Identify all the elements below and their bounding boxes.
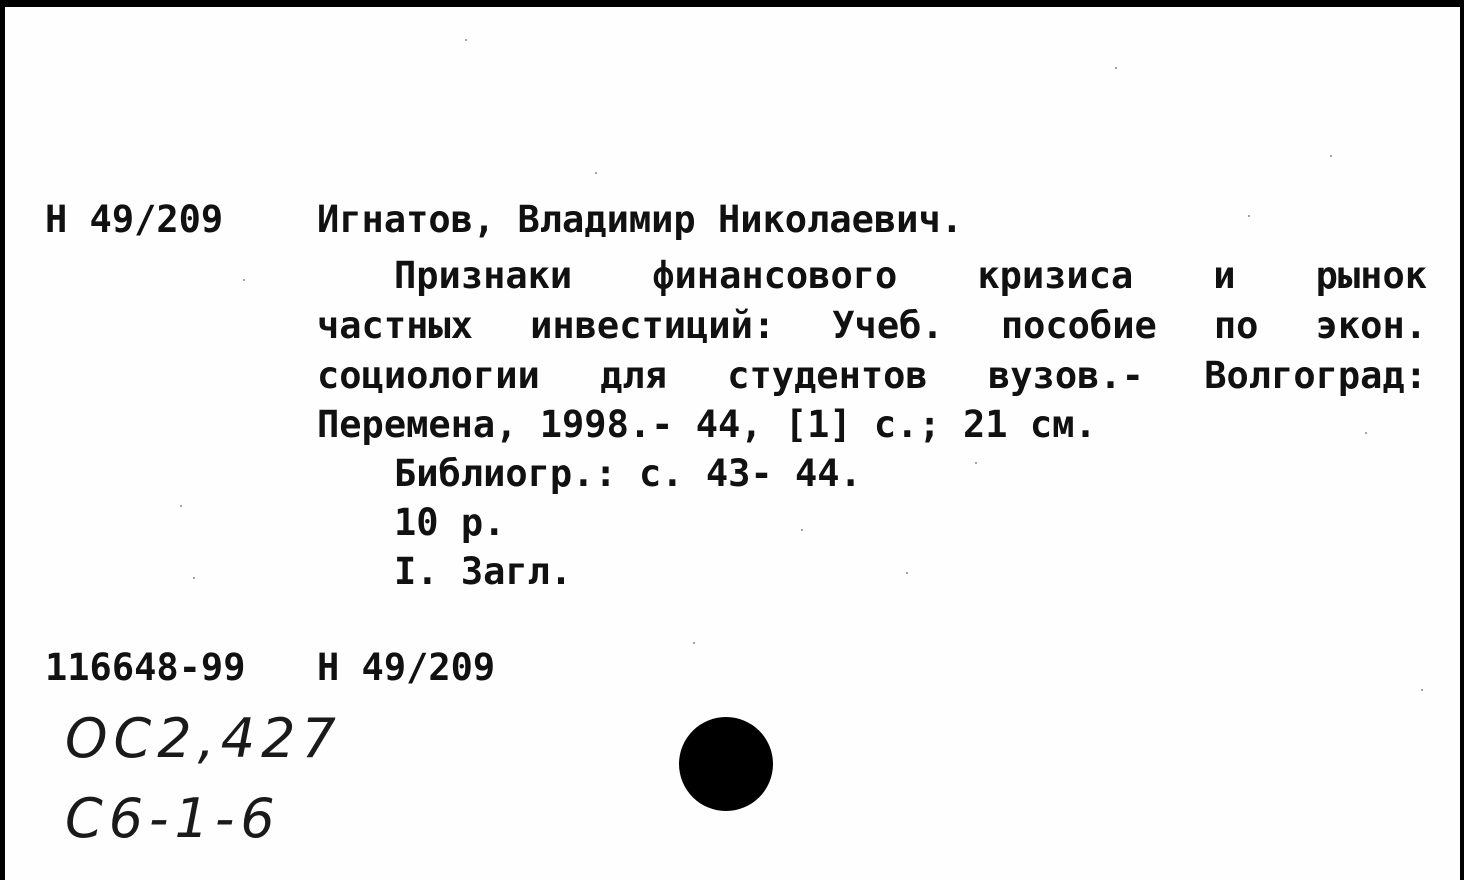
handwritten-cutter-number: С6-1-6	[65, 787, 281, 850]
scan-speck	[906, 572, 908, 574]
accession-number: 116648-99	[45, 646, 246, 689]
tracing: I. Загл.	[394, 550, 573, 593]
scan-speck	[1330, 155, 1332, 157]
scan-speck	[180, 505, 182, 507]
scan-speck	[595, 172, 597, 174]
shelf-mark-bottom: Н 49/209	[317, 646, 496, 689]
title-line-3: социологии для студентов вузов.- Волгоград:	[317, 354, 1427, 397]
scan-speck	[1115, 67, 1117, 69]
scan-speck	[1421, 689, 1423, 691]
scan-speck	[193, 577, 195, 579]
price: 10 р.	[394, 501, 506, 544]
scan-speck	[975, 462, 977, 464]
scan-speck	[801, 529, 803, 531]
author-heading: Игнатов, Владимир Николаевич.	[317, 198, 964, 241]
punch-hole	[679, 717, 773, 811]
shelf-mark: Н 49/209	[45, 198, 224, 241]
bibliography-note: Библиогр.: с. 43- 44.	[394, 452, 862, 495]
scan-speck	[693, 642, 695, 644]
scan-speck	[465, 39, 467, 41]
title-line-1: Признаки финансового кризиса и рынок	[394, 254, 1427, 297]
scan-speck	[1365, 432, 1367, 434]
title-line-2: частных инвестиций: Учеб. пособие по экон.	[317, 304, 1427, 347]
scan-speck	[1248, 215, 1250, 217]
title-line-4: Перемена, 1998.- 44, [1] с.; 21 см.	[317, 403, 1097, 446]
handwritten-classification: ОС2,427	[65, 707, 342, 770]
scan-speck	[243, 279, 245, 281]
